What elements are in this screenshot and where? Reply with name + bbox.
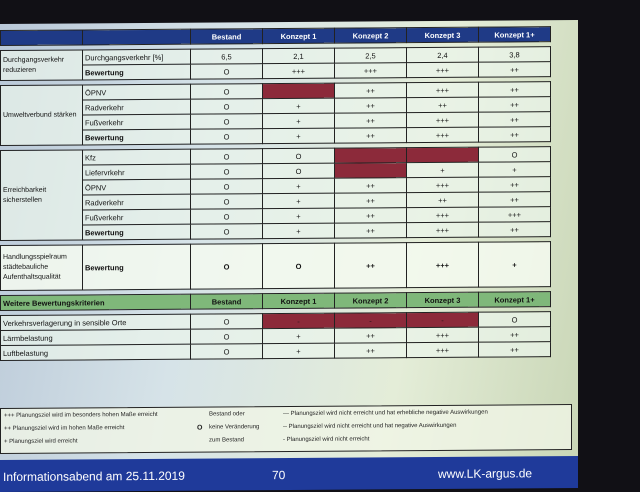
footer-url: www.LK-argus.de xyxy=(438,466,533,481)
value-cell: +++ xyxy=(407,112,479,128)
value-cell: +++ xyxy=(407,242,479,288)
header-cell: Bestand xyxy=(191,294,263,310)
sub-label: Bewertung xyxy=(83,64,191,80)
negative-cell: - xyxy=(407,312,479,328)
evaluation-slide xyxy=(0,26,578,484)
header-cell xyxy=(1,30,83,46)
section-title: Weitere Bewertungskriterien xyxy=(1,294,191,310)
sub-label: Bewertung xyxy=(83,129,191,145)
header-cell: Konzept 3 xyxy=(407,27,479,43)
sub-label: Radverkehr xyxy=(83,194,191,210)
negative-cell xyxy=(263,83,335,99)
header-cell: Konzept 1 xyxy=(263,293,335,309)
negative-cell xyxy=(335,148,407,164)
value-cell: + xyxy=(263,193,335,209)
legend-item: ++ Planungsziel wird im hohen Maße erreicht xyxy=(4,425,125,432)
value-cell: +++ xyxy=(335,63,407,79)
value-cell: O xyxy=(191,194,263,210)
value-cell: ++ xyxy=(479,327,551,343)
legend-item: -- Planungsziel wird nicht erreicht und hat negative Auswirkungen xyxy=(283,422,457,431)
value-cell: ++ xyxy=(479,177,551,193)
sub-label: Bewertung xyxy=(83,244,191,290)
value-cell: + xyxy=(263,208,335,224)
value-cell: O xyxy=(191,99,263,115)
value-cell: ++ xyxy=(335,113,407,129)
header-cell: Konzept 1 xyxy=(263,28,335,44)
legend-item: + Planungsziel wird erreicht xyxy=(4,438,78,445)
value-cell: ++ xyxy=(335,343,407,359)
value-cell: O xyxy=(263,243,335,289)
value-cell: +++ xyxy=(407,62,479,78)
footer-event: Informationsabend am 25.11.2019 xyxy=(3,468,185,484)
value-cell: ++ xyxy=(335,83,407,99)
value-cell: O xyxy=(191,129,263,145)
criterion-label: Verkehrsverlagerung in sensible Orte xyxy=(1,314,191,330)
value-cell: +++ xyxy=(407,342,479,358)
negative-cell xyxy=(407,147,479,163)
sub-label: ÖPNV xyxy=(83,179,191,195)
value-cell: + xyxy=(263,343,335,359)
header-cell: Konzept 2 xyxy=(335,28,407,44)
value-cell: ++ xyxy=(479,222,551,238)
criterion-label: Durchgangsverkehr reduzieren xyxy=(1,50,83,81)
sub-label: Bewertung xyxy=(83,224,191,240)
value-cell: O xyxy=(191,114,263,130)
value-cell: +++ xyxy=(407,177,479,193)
value-cell: ++ xyxy=(407,97,479,113)
value-cell: O xyxy=(191,64,263,80)
value-cell: O xyxy=(479,147,551,163)
header-cell: Bestand xyxy=(191,29,263,45)
value-cell: O xyxy=(191,224,263,240)
value-cell: 6,5 xyxy=(191,49,263,65)
value-cell: +++ xyxy=(407,127,479,143)
criterion-label: Erreichbarkeit sicherstellen xyxy=(1,150,83,241)
sub-label: ÖPNV xyxy=(83,84,191,100)
value-cell: ++ xyxy=(335,328,407,344)
value-cell: 2,1 xyxy=(263,48,335,64)
value-cell: + xyxy=(263,113,335,129)
header-cell: Konzept 3 xyxy=(407,292,479,308)
criterion-label: Lärmbelastung xyxy=(1,329,191,345)
value-cell: +++ xyxy=(479,207,551,223)
value-cell: O xyxy=(263,148,335,164)
value-cell: + xyxy=(263,128,335,144)
legend-box xyxy=(0,404,572,454)
legend-symbol: O xyxy=(197,424,203,432)
value-cell: ++ xyxy=(335,208,407,224)
sub-label: Fußverkehr xyxy=(83,114,191,130)
value-cell: 2,4 xyxy=(407,47,479,63)
negative-cell: - xyxy=(335,313,407,329)
sub-label: Fußverkehr xyxy=(83,209,191,225)
value-cell: ++ xyxy=(407,192,479,208)
value-cell: 2,5 xyxy=(335,48,407,64)
value-cell: ++ xyxy=(335,193,407,209)
value-cell: O xyxy=(191,209,263,225)
value-cell: O xyxy=(191,179,263,195)
value-cell: O xyxy=(191,314,263,330)
negative-cell xyxy=(335,163,407,179)
value-cell: O xyxy=(191,344,263,360)
value-cell: +++ xyxy=(407,207,479,223)
value-cell: ++ xyxy=(335,223,407,239)
value-cell: + xyxy=(263,178,335,194)
value-cell: ++ xyxy=(335,243,407,289)
header-cell: Konzept 1+ xyxy=(479,292,551,308)
value-cell: ++ xyxy=(479,342,551,358)
value-cell: + xyxy=(407,162,479,178)
value-cell: + xyxy=(263,328,335,344)
value-cell: ++ xyxy=(479,192,551,208)
value-cell: ++ xyxy=(479,97,551,113)
legend-item: --- Planungsziel wird nicht erreicht und hat erhebliche negative Auswirkungen xyxy=(283,409,488,418)
value-cell: O xyxy=(191,84,263,100)
legend-item: - Planungsziel wird nicht erreicht xyxy=(283,436,370,444)
sub-label: Liefervrkehr xyxy=(83,164,191,180)
legend-item: Bestand oder xyxy=(209,411,245,418)
value-cell: 3,8 xyxy=(479,47,551,63)
value-cell: +++ xyxy=(407,82,479,98)
value-cell: O xyxy=(263,163,335,179)
value-cell: ++ xyxy=(479,127,551,143)
sub-label: Kfz xyxy=(83,149,191,165)
table-row xyxy=(1,242,551,291)
value-cell: ++ xyxy=(335,98,407,114)
value-cell: O xyxy=(479,312,551,328)
evaluation-table xyxy=(0,26,551,361)
value-cell: + xyxy=(479,242,551,288)
value-cell: ++ xyxy=(479,82,551,98)
page-number: 70 xyxy=(272,468,286,483)
slide-footer xyxy=(0,456,578,492)
value-cell: + xyxy=(263,98,335,114)
value-cell: + xyxy=(263,223,335,239)
value-cell: O xyxy=(191,244,263,290)
sub-label: Radverkehr xyxy=(83,99,191,115)
value-cell: O xyxy=(191,164,263,180)
value-cell: + xyxy=(479,162,551,178)
value-cell: ++ xyxy=(335,178,407,194)
projection-screen xyxy=(0,20,578,484)
value-cell: ++ xyxy=(335,128,407,144)
header-cell: Konzept 2 xyxy=(335,293,407,309)
value-cell: ++ xyxy=(479,62,551,78)
legend-item: +++ Planungsziel wird im besonders hohen Maße erreicht xyxy=(4,411,158,419)
legend-item: zum Bestand xyxy=(209,437,245,444)
negative-cell: - xyxy=(263,313,335,329)
criterion-label: Luftbelastung xyxy=(1,344,191,360)
value-cell: ++ xyxy=(479,112,551,128)
header-cell: Konzept 1+ xyxy=(479,27,551,43)
value-cell: O xyxy=(191,149,263,165)
legend-item: keine Veränderung xyxy=(209,424,260,431)
header-cell xyxy=(83,29,191,45)
table-row xyxy=(1,342,551,361)
sub-label: Durchgangsverkehr [%] xyxy=(83,49,191,65)
value-cell: +++ xyxy=(407,327,479,343)
criterion-label: Handlungsspielraum städtebauliche Aufenthaltsqualität xyxy=(1,245,83,291)
value-cell: +++ xyxy=(407,222,479,238)
value-cell: +++ xyxy=(263,63,335,79)
criterion-label: Umweltverbund stärken xyxy=(1,85,83,146)
value-cell: O xyxy=(191,329,263,345)
